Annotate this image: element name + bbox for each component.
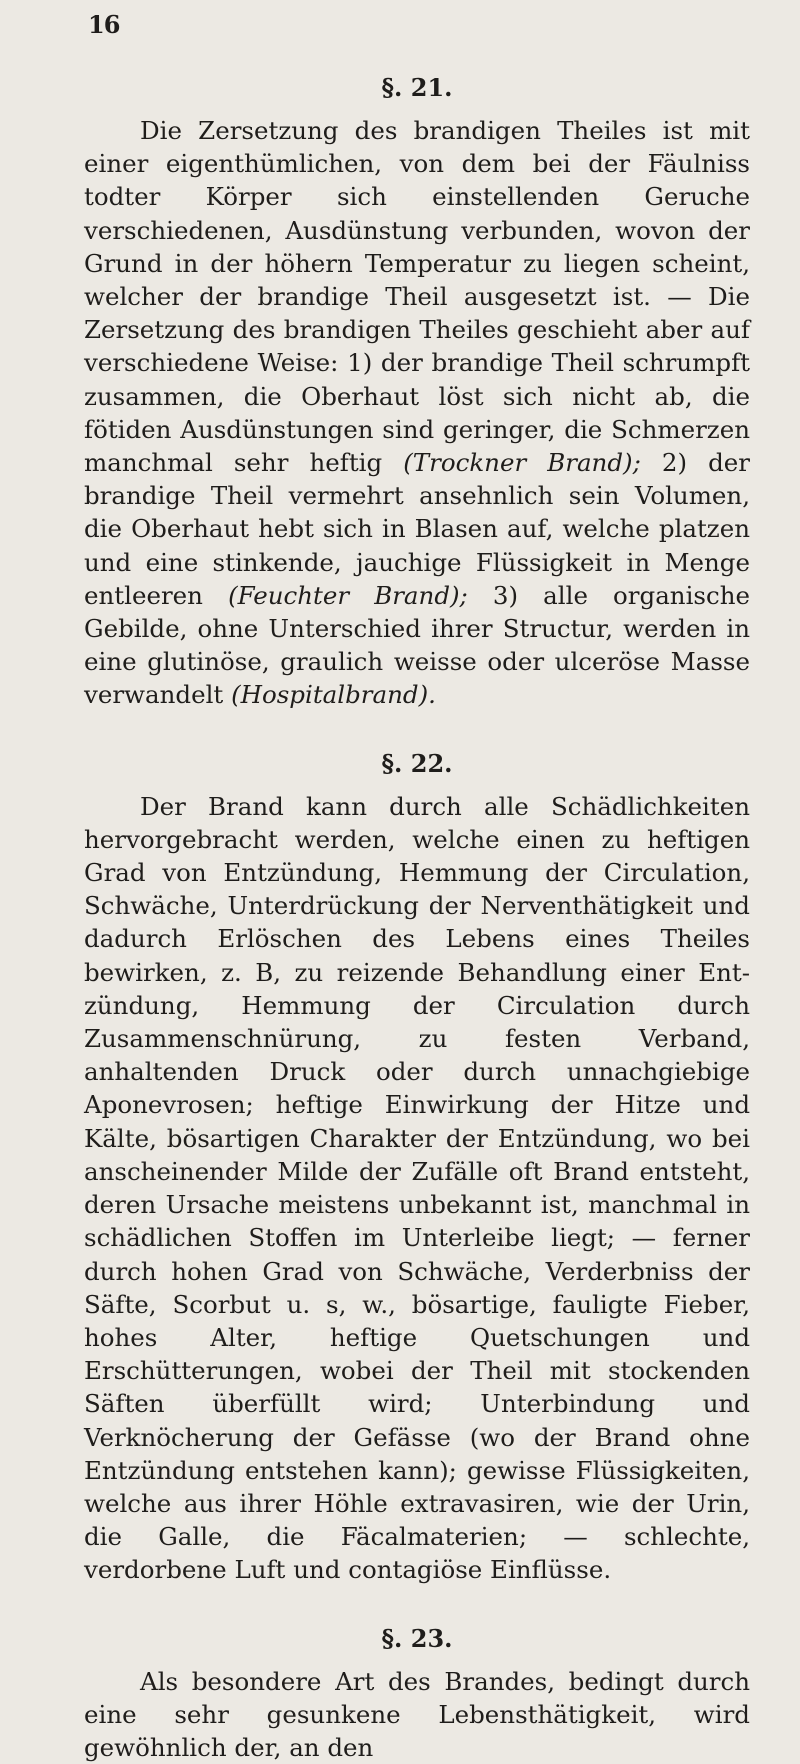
section-paragraph (84, 114, 750, 712)
text-run: 3) alle organische Gebilde, ohne Unterschied ihrer Structur, werden in eine glutinöse, graulich weisse oder ulceröse Masse verwandelt (84, 580, 750, 710)
section-23 (84, 1623, 750, 1764)
italic-term: (Feuchter Brand); (228, 580, 468, 610)
section-heading: §. 22. (381, 748, 453, 778)
text-run: Die Zersetzung des brandigen Theiles ist mit einer eigenthümlichen, von dem bei der Fäulniss todter Körper sich einstellenden Geruche verschiedenen, Ausdünstung verbunden, wovon der Grund in der höhern Temperatur zu liegen scheint, welcher der brandige Theil ausgesetzt ist. — Die Zersetzung des brandigen Theiles geschieht aber auf verschiedene Weise: 1) der brandige Theil schrumpft zusammen, die Oberhaut löst sich nicht ab, die fötiden Ausdünstungen sind geringer, die Schmerzen manchmal sehr heftig (84, 116, 750, 478)
text-run: Als besondere Art des Brandes, bedingt durch eine sehr gesunkene Lebensthätigkeit, wird gewöhnlich der, an den (84, 1666, 750, 1762)
section-paragraph (84, 1665, 750, 1764)
section-paragraph (84, 790, 750, 1587)
text-run: Der Brand kann durch alle Schädlichkeiten hervorgebracht werden, welche einen zu heftigen Grad von Entzündung, Hemmung der Circulation, Schwäche, Unterdrückung der Nerventhätigkeit und dadurch Erlöschen des Lebens eines Theiles bewirken, z. B, zu reizende Behandlung einer Entzündung, Hemmung der Circulation durch Zusammenschnürung, zu festen Verband, anhaltenden Druck oder durch unnachgiebige Aponevrosen; heftige Einwirkung der Hitze und Kälte, bösartigen Charakter der Entzündung, wo bei anscheinender Milde der Zufälle oft Brand entsteht, deren Ursache meistens unbekannt ist, manchmal in schädlichen Stoffen im Unterleibe liegt; — ferner durch hohen Grad von Schwäche, Verderbniss der Säfte, Scorbut u. s, w., bösartige, fauligte Fieber, hohes Alter, heftige Quetschungen und Erschütterungen, wobei der Theil mit stockenden Säften überfüllt wird; Unterbindung und Verknöcherung der Gefässe (wo der Brand ohne Entzündung entstehen kann); gewisse Flüssigkeiten, welche aus ihrer Höhle extravasiren, wie der Urin, die Galle, die Fäcalmaterien; — schlechte, verdorbene Luft und contagiöse Einflüsse. (84, 791, 750, 1585)
italic-term: (Hospitalbrand). (231, 680, 436, 710)
section-heading: §. 21. (381, 73, 453, 102)
text-run: 2) der brandige Theil vermehrt ansehnlich sein Volumen, die Oberhaut hebt sich in Blasen auf, welche platzen und eine stinkende, jauchige Flüssigkeit in Menge entleeren (84, 448, 750, 610)
section-heading: §. 23. (381, 1623, 453, 1653)
section-22 (84, 748, 750, 1587)
page-number: 16 (88, 10, 120, 39)
italic-term: (Trockner Brand); (403, 448, 641, 478)
section-21 (84, 72, 750, 712)
